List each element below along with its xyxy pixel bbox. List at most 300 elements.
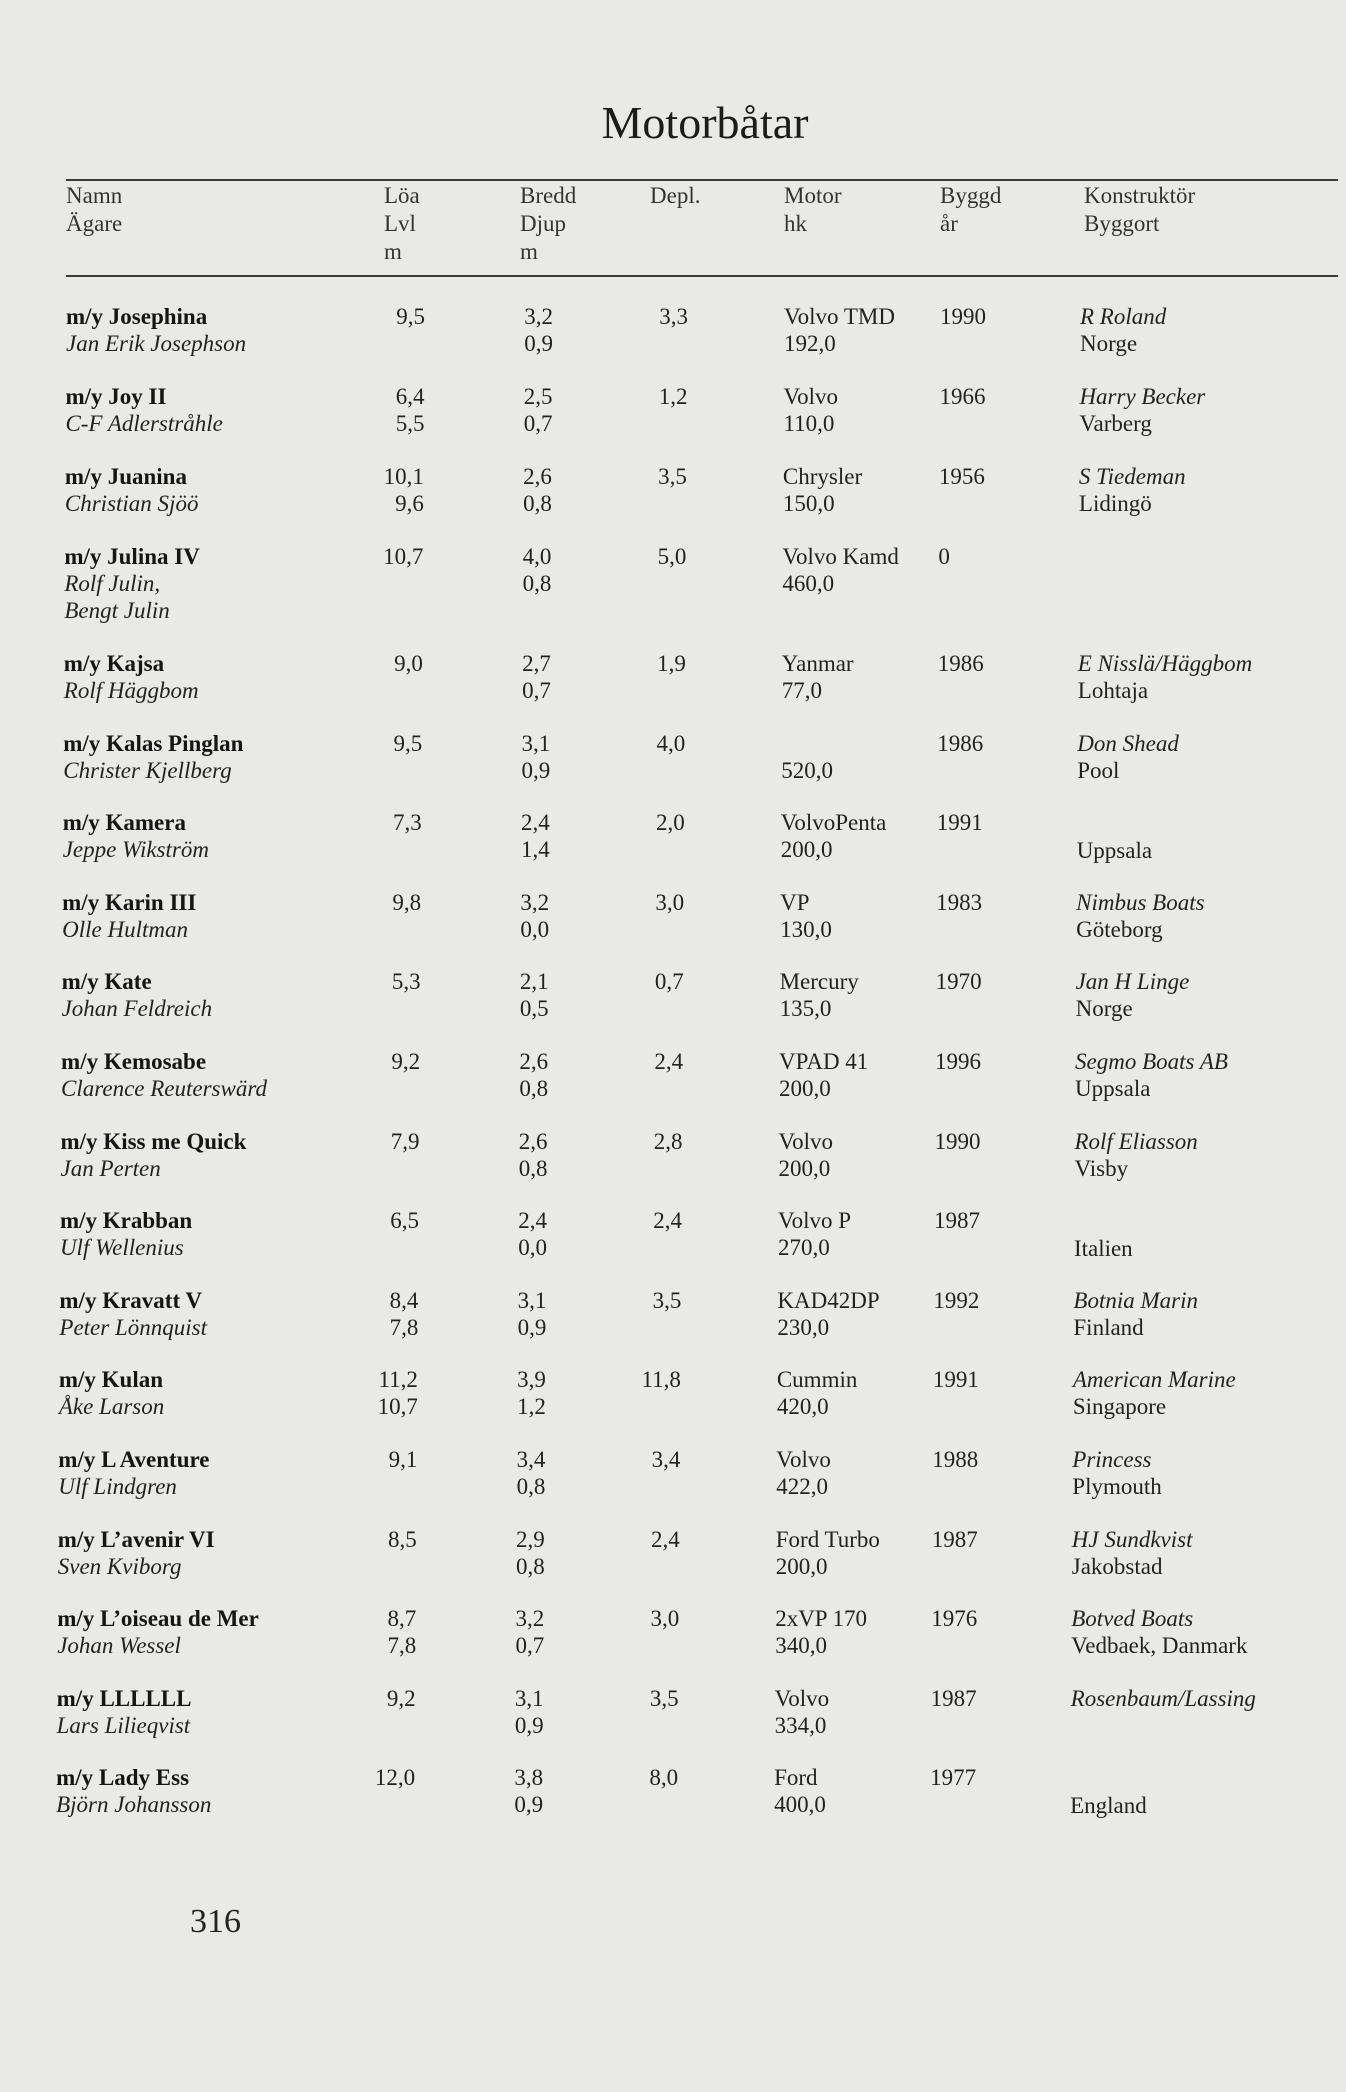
page-number: 316 [190,1903,241,1940]
loa-lvl-line: 8,7 [387,1606,417,1632]
byggd [934,1207,980,1234]
loa-lvl-line: 9,5 [396,304,425,329]
boat-name-owner-line: Christer Kjellberg [63,757,232,783]
konstruktor-byggort-line [1071,1712,1256,1739]
table-row [0,1207,1346,1287]
konstruktor-byggort-line: Norge [1080,331,1138,356]
header-label: Löa [384,183,420,208]
konstruktor-byggort [1075,1048,1228,1102]
konstruktor-byggort-line: Norge [1075,996,1133,1022]
loa-lvl [392,968,421,1022]
boat-name-owner [59,1366,164,1420]
bredd-djup-line: 0,9 [524,331,553,356]
depl [657,650,686,677]
motor-hk-line: Chrysler [782,464,863,489]
bredd-djup [516,1526,545,1580]
motor-hk-line: 520,0 [781,757,833,783]
bredd-djup [520,889,549,943]
boat-name-owner [66,303,246,357]
boat-name-owner-line: C-F Adlerstråhle [65,411,223,436]
depl [653,1287,682,1314]
motor-hk-line: 270,0 [777,1235,830,1261]
byggd-line: 1986 [937,651,984,676]
motor-hk-line: 422,0 [776,1474,829,1499]
loa-lvl [394,650,423,704]
byggd-line: 1966 [939,384,986,409]
table-row [0,1446,1346,1526]
table-row [0,730,1346,810]
header-label: Namn [66,183,123,208]
motor-hk-line: 110,0 [783,411,835,436]
bredd-djup-line: 0,9 [514,1792,544,1818]
konstruktor-byggort [1070,1765,1147,1819]
loa-lvl-line: 9,5 [393,730,423,756]
depl-line: 3,4 [651,1447,681,1472]
konstruktor-byggort [1077,730,1179,784]
boat-name-owner-line: m/y Kajsa [63,651,165,676]
motor-hk-line: 2xVP 170 [775,1606,867,1632]
boat-name-owner-line: Bengt Julin [64,598,170,623]
konstruktor-byggort-line: Botved Boats [1071,1606,1194,1632]
table-row [0,650,1346,730]
motor-hk [779,1128,834,1182]
bredd-djup [517,1366,546,1420]
header-label: Bredd [520,183,577,208]
motor-hk-line: Ford Turbo [775,1526,880,1552]
loa-lvl [387,1605,416,1659]
konstruktor-byggort-line: England [1070,1793,1147,1819]
bredd-djup-line: 3,2 [520,889,550,915]
bredd-djup-line: 4,0 [522,544,552,569]
bredd-djup-line: 0,7 [522,678,551,703]
loa-lvl-line: 7,9 [390,1128,420,1154]
motor-hk-line: 200,0 [779,1076,831,1101]
depl-line: 2,4 [653,1208,682,1234]
loa-lvl [390,1207,419,1261]
konstruktor-byggort [1079,383,1205,437]
bredd-djup [524,303,553,357]
motor-hk [775,1605,867,1659]
loa-lvl [394,730,423,784]
byggd-line: 1990 [934,1128,981,1154]
loa-lvl [390,1287,419,1341]
bredd-djup [524,383,553,437]
loa-lvl [388,1526,417,1580]
loa-lvl [391,1128,420,1182]
bredd-djup-line: 0,8 [516,1553,545,1579]
boat-name-owner-line: Peter Lönnquist [59,1314,207,1340]
loa-lvl [387,1685,416,1739]
byggd [939,463,985,490]
loa-lvl-line [393,836,422,863]
motor-hk-line: VolvoPenta [780,810,887,836]
byggd-line: 1996 [935,1049,982,1074]
bredd-djup-line: 0,8 [518,1155,548,1181]
boat-name-owner-line: m/y Kiss me Quick [60,1128,247,1154]
loa-lvl-line: 9,2 [386,1685,416,1711]
depl [655,889,684,916]
boat-name-owner-line: Lars Lilieqvist [56,1712,191,1738]
depl-line: 3,5 [658,464,687,489]
bredd-djup-line: 0,7 [523,411,553,436]
boat-name-owner [57,1685,192,1739]
konstruktor-byggort [1077,810,1152,864]
bredd-djup-line: 2,6 [519,1049,549,1074]
byggd-line: 1970 [935,969,982,995]
bredd-djup [518,1287,547,1341]
boat-name-owner-line: m/y Krabban [59,1208,193,1234]
boat-name-owner-line: Björn Johansson [56,1792,212,1818]
depl [651,1526,680,1553]
bredd-djup [515,1685,544,1739]
byggd [932,1526,978,1553]
bredd-djup-line: 2,4 [518,1208,547,1234]
loa-lvl-line: 5,5 [395,411,425,436]
boat-name-owner-line: m/y Kulan [58,1367,164,1393]
konstruktor-byggort-line: Pool [1077,757,1120,783]
konstruktor-byggort-line: Italien [1073,1236,1133,1262]
byggd-line: 1976 [931,1606,978,1632]
konstruktor-byggort-line [1070,1765,1147,1792]
bredd-djup-line: 1,2 [517,1394,546,1420]
header-label: Byggort [1084,211,1160,236]
konstruktor-byggort [1073,1366,1236,1420]
boat-name-owner-line: m/y LLLLLL [56,1685,192,1711]
konstruktor-byggort-line: Uppsala [1075,1076,1151,1101]
byggd [932,1446,978,1473]
motor-hk [780,889,832,943]
byggd [937,809,983,836]
byggd [935,1048,981,1075]
depl-line: 2,0 [655,810,685,836]
konstruktor-byggort-line: Botnia Marin [1073,1287,1198,1313]
table-row [0,543,1346,623]
table-row [0,463,1346,543]
bredd-djup-line: 2,7 [522,651,551,676]
boat-name-owner [62,889,196,943]
loa-lvl [396,383,425,437]
byggd-line: 1991 [932,1367,979,1393]
byggd [933,1287,979,1314]
depl-line: 1,9 [657,651,686,676]
boat-name-owner-line: Jan Erik Josephson [66,331,247,356]
loa-lvl-line: 9,2 [391,1049,421,1074]
depl [659,383,688,410]
bredd-djup-line: 0,9 [521,757,551,783]
bredd-djup [519,1048,548,1102]
boat-name-owner [58,1446,209,1500]
boat-name-owner-line: m/y Josephina [66,304,208,329]
table-row [0,1128,1346,1208]
byggd-line: 1986 [937,730,984,756]
boat-name-owner-line: m/y Lady Ess [56,1765,190,1791]
bredd-djup-line: 0,0 [520,916,550,942]
boat-name-owner-line: Clarence Reuterswärd [61,1076,267,1101]
byggd [936,889,982,916]
depl-line: 3,5 [649,1685,679,1711]
loa-lvl-line [390,1234,419,1261]
loa-lvl-line [392,916,421,943]
bredd-djup [520,968,549,1022]
bredd-djup-line: 0,8 [519,1076,549,1101]
loa-lvl-line [394,677,423,704]
motor-hk-line: KAD42DP [777,1287,880,1313]
konstruktor-byggort-line: Don Shead [1077,730,1179,756]
loa-lvl [389,1446,418,1500]
depl [657,730,686,757]
konstruktor-byggort-line [1077,810,1152,837]
bredd-djup [523,543,552,597]
boat-name-owner [57,1605,259,1659]
page-title: Motorbåtar [601,97,809,148]
motor-hk-line: 460,0 [782,571,835,596]
table-row [0,1366,1346,1446]
motor-hk-line: Yanmar [781,651,854,676]
depl-line: 2,8 [653,1128,683,1154]
depl [654,1048,683,1075]
bredd-djup [523,463,552,517]
motor-hk [776,1446,831,1500]
byggd-line: 1987 [931,1526,978,1552]
konstruktor-byggort-line: E Nisslä/Häggbom [1077,651,1253,676]
konstruktor-byggort-line: S Tiedeman [1078,464,1186,489]
header-label: Motor [784,183,842,208]
byggd [933,1366,979,1393]
boat-name-owner [62,968,213,1022]
bredd-djup [517,1446,546,1500]
loa-lvl-line: 9,1 [388,1447,418,1472]
motor-hk-line [781,730,833,757]
motor-hk [783,383,838,437]
boat-name-owner-line: Rolf Häggbom [63,678,199,703]
boat-name-owner-line: m/y Kalas Pinglan [63,730,244,756]
byggd [937,730,983,757]
byggd-line: 0 [938,544,950,569]
konstruktor-byggort-line: Jakobstad [1071,1553,1163,1579]
loa-lvl-line: 12,0 [374,1765,416,1791]
motor-hk [775,1685,830,1739]
depl-line: 8,0 [649,1765,679,1791]
motor-hk-line: 340,0 [775,1633,827,1659]
boat-name-owner [61,1048,267,1102]
loa-lvl-line [375,1791,415,1818]
motor-hk-line: VPAD 41 [779,1049,869,1074]
motor-hk-line: Cummin [776,1367,858,1393]
konstruktor-byggort-line: Göteborg [1076,916,1163,942]
motor-hk-line: 192,0 [784,331,836,356]
konstruktor-byggort [1076,889,1204,943]
depl-line: 3,0 [650,1606,680,1632]
loa-lvl-line: 5,3 [391,969,421,995]
bredd-djup-line: 2,5 [523,384,553,409]
motor-hk-line: 200,0 [780,837,833,863]
byggd [931,1605,977,1632]
konstruktor-byggort [1076,968,1190,1022]
loa-lvl-line [388,1553,417,1580]
byggd-line: 1988 [932,1447,979,1472]
depl [652,1446,681,1473]
motor-hk-line: 150,0 [782,491,835,516]
bredd-djup-line: 2,1 [519,969,549,995]
konstruktor-byggort-line: Finland [1073,1314,1144,1340]
depl-line: 1,2 [658,384,688,409]
byggd-line: 1987 [933,1208,980,1234]
depl [649,1764,678,1791]
boat-name-owner [56,1764,211,1818]
loa-lvl-line: 8,5 [388,1526,417,1552]
bredd-djup [521,809,550,863]
motor-hk-line: Volvo TMD [784,304,895,329]
header-label: m [520,239,538,264]
boat-name-owner-line: m/y Juanina [64,464,187,489]
motor-hk [780,968,859,1022]
motor-hk-line: 420,0 [776,1394,829,1420]
boat-name-owner [59,1287,207,1341]
boat-name-owner-line: Sven Kviborg [57,1553,182,1579]
bredd-djup-line: 2,9 [516,1526,545,1552]
konstruktor-byggort-line: Lidingö [1078,491,1152,516]
motor-hk-line: Volvo [783,384,838,409]
bredd-djup-line: 3,1 [517,1287,547,1313]
bredd-djup-line: 3,2 [524,304,553,329]
konstruktor-byggort-line [1074,1208,1133,1235]
table-row [0,1287,1346,1367]
header-label: Ägare [66,211,123,236]
boat-name-owner-line: m/y L’avenir VI [57,1526,215,1552]
motor-hk-line: 77,0 [781,678,823,703]
boat-name-owner-line: m/y Kate [61,969,152,995]
konstruktor-byggort-line: Segmo Boats AB [1075,1049,1228,1074]
loa-lvl-line: 6,4 [395,384,425,409]
table-row [0,1048,1346,1128]
byggd [938,543,950,570]
bredd-djup-line: 0,8 [522,571,552,596]
bredd-djup-line: 3,8 [514,1765,544,1791]
depl-line: 3,0 [655,889,685,915]
byggd [940,303,986,330]
loa-lvl-line: 7,8 [387,1633,417,1659]
konstruktor-byggort-line: R Roland [1080,304,1167,329]
boat-name-owner [64,543,199,624]
boat-name-owner-line: m/y Karin III [62,889,197,915]
header-label: Depl. [650,183,701,208]
konstruktor-byggort-line: Rosenbaum/Lassing [1070,1685,1256,1711]
motor-hk-line: 334,0 [774,1712,827,1738]
bredd-djup-line: 3,1 [521,730,551,756]
boat-name-owner-line: Jan Perten [60,1155,161,1181]
bredd-djup [522,730,551,784]
loa-lvl-line: 10,7 [377,1394,418,1420]
depl-line: 2,4 [651,1526,680,1552]
depl [658,543,687,570]
loa-lvl-line [383,570,423,597]
bredd-djup-line: 3,2 [515,1606,545,1632]
konstruktor-byggort [1073,1287,1198,1341]
boat-name-owner [63,809,209,863]
konstruktor-byggort-line: Varberg [1079,411,1152,436]
table-row [0,1685,1346,1765]
depl-line: 3,3 [659,304,688,329]
motor-hk-line: Ford [774,1765,818,1791]
motor-hk [782,543,899,597]
byggd [939,383,985,410]
depl-line: 2,4 [654,1049,684,1074]
bredd-djup-line: 3,9 [517,1367,546,1393]
boat-name-owner-line: Jeppe Wikström [62,837,209,863]
table-row [0,809,1346,889]
loa-lvl [384,463,424,517]
header-label: m [384,239,402,264]
loa-lvl [392,889,421,943]
konstruktor-byggort [1071,1605,1247,1659]
loa-lvl-line: 10,7 [383,544,424,569]
motor-hk [781,809,887,863]
loa-lvl [375,1764,415,1818]
loa-lvl [383,543,423,597]
motor-hk-line: 130,0 [780,916,832,942]
boat-name-owner-line: m/y Joy II [65,384,167,409]
konstruktor-byggort [1080,303,1166,357]
konstruktor-byggort-line: Princess [1072,1447,1152,1472]
table-row [0,968,1346,1048]
loa-lvl [393,809,422,863]
depl-line: 5,0 [657,544,687,569]
bredd-djup [519,1128,548,1182]
konstruktor-byggort-line: Rolf Eliasson [1074,1128,1198,1154]
loa-lvl-line [394,757,423,784]
loa-lvl-line [396,330,425,357]
boat-name-owner-line: Olle Hultman [62,916,188,942]
boat-name-owner-line: Johan Wessel [57,1633,181,1659]
motor-hk-line: Volvo [774,1685,830,1711]
depl [659,303,688,330]
loa-lvl-line [389,1473,418,1500]
motor-hk-line: 200,0 [775,1553,828,1579]
bredd-djup-line: 1,4 [520,837,550,863]
konstruktor-byggort [1075,1128,1198,1182]
boat-name-owner [60,1207,192,1261]
bredd-djup [518,1207,547,1261]
motor-hk-line: Volvo Kamd [782,544,899,569]
depl [655,968,684,995]
header-label: Lvl [384,211,416,236]
loa-lvl-line: 8,4 [389,1287,419,1313]
depl-line: 11,8 [641,1367,681,1393]
konstruktor-byggort-line: Visby [1074,1155,1129,1181]
motor-hk-line: 230,0 [777,1314,830,1340]
boat-name-owner-line: Ulf Lindgren [58,1474,177,1499]
motor-hk [779,1048,868,1102]
loa-lvl-line [392,995,421,1022]
bredd-djup-line: 0,8 [523,491,552,516]
loa-lvl-line: 10,1 [383,464,424,489]
depl [653,1207,682,1234]
motor-hk-line: VP [780,889,810,915]
motor-hk-line: Mercury [779,969,859,995]
boat-name-owner-line: m/y Kamera [62,810,186,836]
loa-lvl-line [391,1075,420,1102]
byggd-line: 1987 [930,1685,977,1711]
loa-lvl-line [387,1712,416,1739]
konstruktor-byggort-line: Lohtaja [1077,678,1149,703]
boat-name-owner [64,650,199,704]
byggd [930,1764,976,1791]
motor-hk [778,1207,851,1261]
depl [650,1605,679,1632]
konstruktor-byggort-line: American Marine [1072,1367,1236,1393]
table-row [0,1605,1346,1685]
konstruktor-byggort-line: Harry Becker [1079,384,1206,409]
